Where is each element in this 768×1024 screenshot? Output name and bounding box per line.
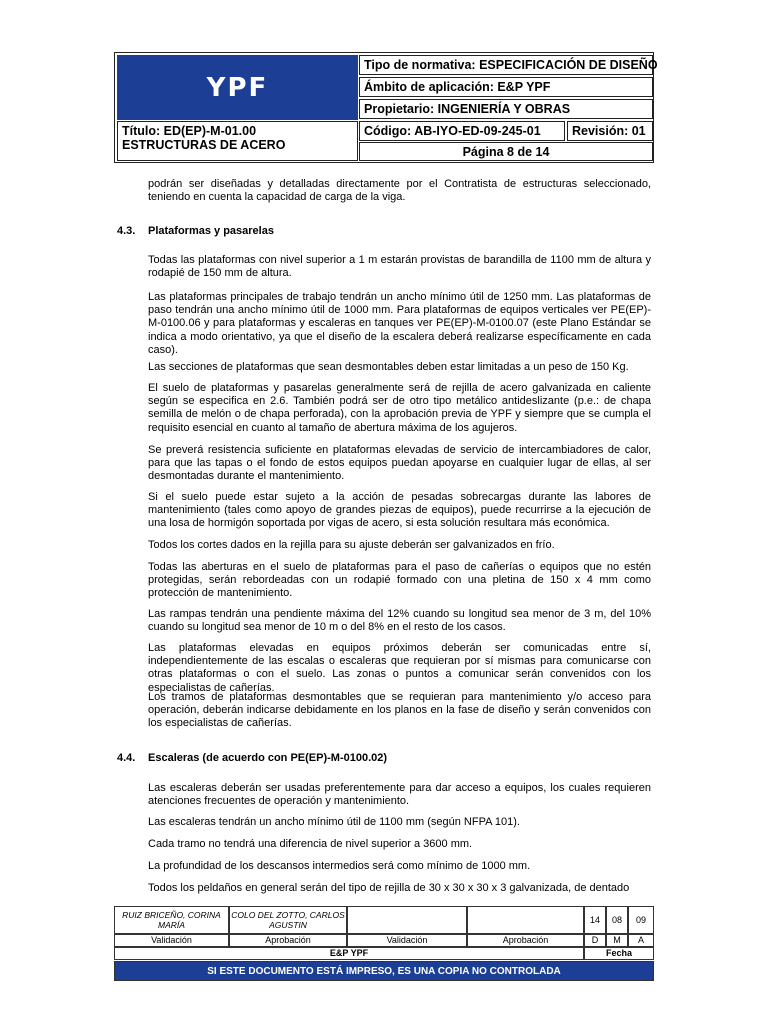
section-4-3-heading [117,225,274,237]
ypf-logo: YPF [117,55,358,120]
propietario: Propietario: INGENIERÍA Y OBRAS [359,99,653,119]
page-number: Página 8 de 14 [359,142,653,161]
paragraph: Todos los cortes dados en la rejilla para su ajuste deberán ser galvanizados en frío. [148,539,555,551]
paragraph: Las escaleras tendrán un ancho mínimo útil de 1100 mm (según NFPA 101). [148,816,520,828]
company-name: E&P YPF [114,947,584,960]
label-fecha: Fecha [584,947,654,960]
date-month: 08 [606,906,628,934]
label-aprobacion: Aprobación [229,934,347,947]
paragraph: Las secciones de plataformas que sean desmontables deben estar limitadas a un peso de 150 Kg. [148,361,629,373]
approval-signature [467,906,584,934]
revision: Revisión: 01 [567,121,653,141]
document-code: Código: AB-IYO-ED-09-245-01 [359,121,565,141]
section-4-4-heading [117,752,387,764]
paragraph: Los tramos de plataformas desmontables que se requieran para mantenimiento y/o acceso para operación, deberán indicarse debidamente en los planos en la fase de diseño y serán convenidos con los especialistas de cañerías. [148,691,651,730]
section-number: 4.4. [117,752,136,764]
paragraph: Todos los peldaños en general serán del tipo de rejilla de 30 x 30 x 30 x 3 galvanizada, de dentado [148,882,630,894]
label-aprobacion: Aprobación [467,934,584,947]
label-day: D [584,934,606,947]
document-title: Título: ED(EP)-M-01.00 ESTRUCTURAS DE ACERO [117,121,358,161]
intro-paragraph: podrán ser diseñadas y detalladas directamente por el Contratista de estructuras seleccionado, teniendo en cuenta la capacidad de carga de la viga. [148,178,651,204]
validator-name: RUIZ BRICEÑO, CORINA MARÍA [114,906,229,934]
date-day: 14 [584,906,606,934]
label-validacion: Validación [347,934,467,947]
tipo-normativa: Tipo de normativa: ESPECIFICACIÓN DE DISEÑO [359,55,653,75]
section-title: Plataformas y pasarelas [148,225,274,237]
paragraph: La profundidad de los descansos intermedios será como mínimo de 1000 mm. [148,860,531,872]
uncontrolled-copy-banner [114,961,654,981]
date-year: 09 [628,906,654,934]
paragraph: Cada tramo no tendrá una diferencia de nivel superior a 3600 mm. [148,838,473,850]
section-title: Escaleras (de acuerdo con PE(EP)-M-0100.02) [148,752,388,764]
ambito-aplicacion: Ámbito de aplicación: E&P YPF [359,77,653,97]
paragraph: Las plataformas elevadas en equipos próximos deberán ser comunicadas entre sí, independientemente de las escalas o escaleras que requieran por sí mismas para comunicarse con otras plataformas o con el suelo. Las zonas o puntos a comunicar serán convenidos con los especialistas de cañerías. [148,642,651,694]
label-month: M [606,934,628,947]
approver-name: COLO DEL ZOTTO, CARLOS AGUSTIN [229,906,347,934]
banner-text: SI ESTE DOCUMENTO ESTÁ IMPRESO, ES UNA COPIA NO CONTROLADA [207,965,561,977]
paragraph: Las plataformas principales de trabajo tendrán un ancho mínimo útil de 1250 mm. Las plataformas de paso tendrán una ancho mínimo útil de 1000 mm. Para plataformas de equipos verticales ver PE(EP)-M-0100.06 y para plataformas y escaleras en tanques ver PE(EP)-M-0100.07 (este Plano Estándar se indica a modo orientativo, ya que el diseño de la escalera deberá realizarse específicamente en cada caso). [148,291,651,356]
document-footer [114,906,654,984]
paragraph: Se preverá resistencia suficiente en plataformas elevadas de servicio de intercambiadores de calor, para que las tapas o el fondo de estos equipos puedan apoyarse en cualquier lugar de ellas, al ser desmontadas durante el mantenimiento. [148,444,651,483]
validation-signature [347,906,467,934]
paragraph: Todas las plataformas con nivel superior a 1 m estarán provistas de barandilla de 1100 mm de altura y rodapié de 150 mm de altura. [148,254,651,280]
section-number: 4.3. [117,225,136,237]
paragraph: El suelo de plataformas y pasarelas generalmente será de rejilla de acero galvanizada en caliente según se especifica en 2.6. También podrá ser de otro tipo metálico antideslizante (p.e.: de chapa semilla de melón o de chapa perforada), con la aprobación previa de YPF y siempre que se cumpla el requisito esencial en cuanto al tamaño de abertura máxima de los agujeros. [148,382,651,434]
paragraph: Las rampas tendrán una pendiente máxima del 12% cuando su longitud sea menor de 3 m, del 10% cuando su longitud sea menor de 10 m o del 8% en el resto de los casos. [148,608,651,634]
label-validacion: Validación [114,934,229,947]
label-year: A [628,934,654,947]
paragraph: Si el suelo puede estar sujeto a la acción de pesadas sobrecargas durante las labores de mantenimiento (tales como apoyo de grandes piezas de equipos), puede recurrirse a la ejecución de una losa de hormigón soportada por vigas de acero, si esta solución resultara más económica. [148,491,651,530]
paragraph: Todas las aberturas en el suelo de plataformas para el paso de cañerías o equipos que no estén protegidas, serán rebordeadas con un rodapié formado con una pletina de 150 x 4 mm como protección de mantenimiento. [148,561,651,600]
document-header [114,52,658,163]
paragraph: Las escaleras deberán ser usadas preferentemente para dar acceso a equipos, los cuales requieren atenciones frecuentes de operación y mantenimiento. [148,782,651,808]
